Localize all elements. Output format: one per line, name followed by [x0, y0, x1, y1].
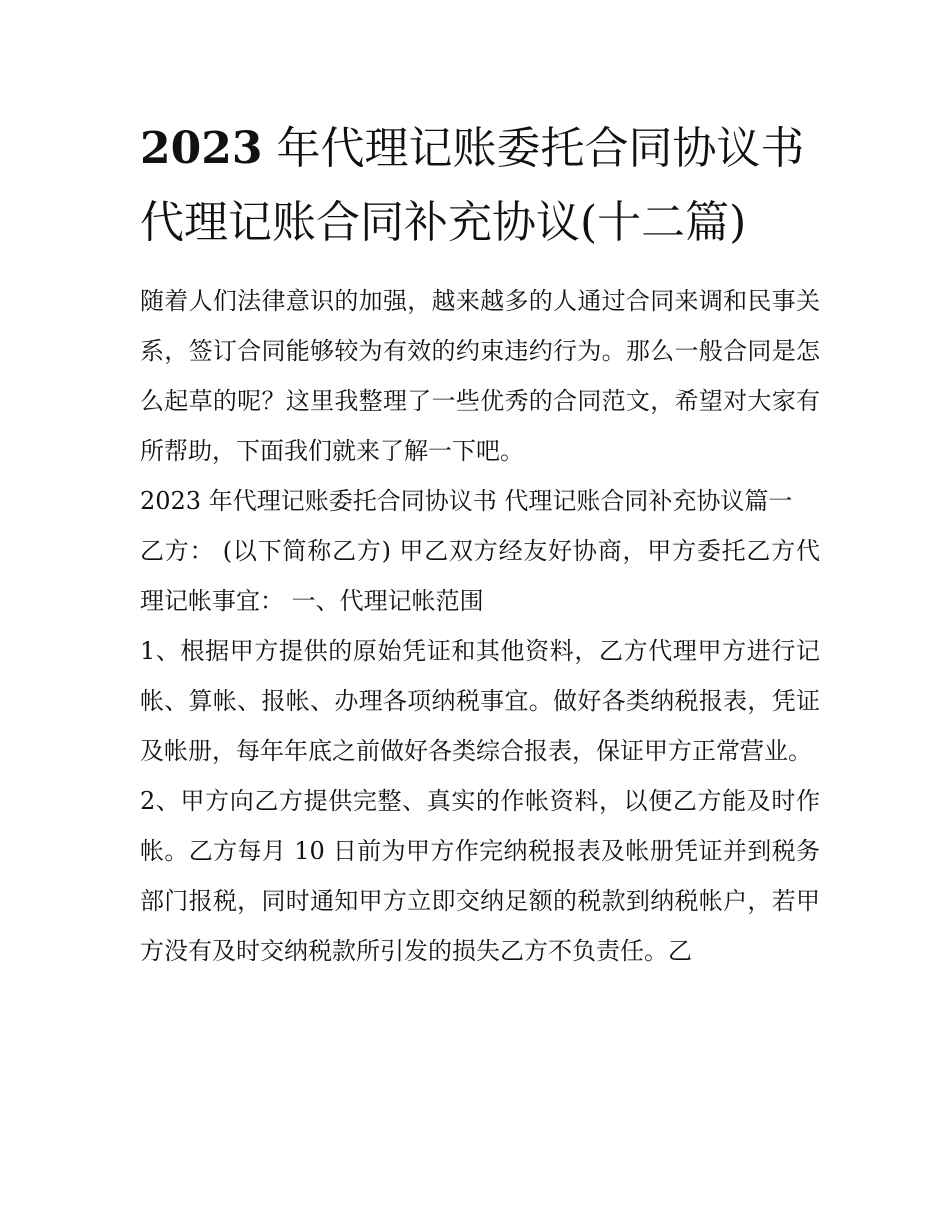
section-heading: 2023 年代理记账委托合同协议书 代理记账合同补充协议篇一 [140, 487, 793, 515]
clause-1-paragraph: 1、根据甲方提供的原始凭证和其他资料，乙方代理甲方进行记帐、算帐、报帐、办理各项纳税事宜。做好各类纳税报表，凭证及帐册，每年年底之前做好各类综合报表，保证甲方正常营业。 [140, 637, 820, 765]
party-paragraph: 乙方： (以下简称乙方) 甲乙双方经友好协商，甲方委托乙方代理记帐事宜： 一、代理记帐范围 [140, 537, 820, 615]
clause-2-paragraph: 2、甲方向乙方提供完整、真实的作帐资料，以便乙方能及时作帐。乙方每月 10 日前为甲方作完纳税报表及帐册凭证并到税务部门报税，同时通知甲方立即交纳足额的税款到纳税帐户，若甲方没有及时交纳税款所引发的损失乙方不负责任。乙 [140, 787, 820, 965]
title-year: 2023 [140, 123, 263, 174]
intro-paragraph: 随着人们法律意识的加强，越来越多的人通过合同来调和民事关系，签订合同能够较为有效的约束违约行为。那么一般合同是怎么起草的呢？这里我整理了一些优秀的合同范文，希望对大家有所帮助，下面我们就来了解一下吧。 [140, 287, 820, 465]
document-body [140, 276, 820, 976]
document-page [140, 112, 820, 976]
title-text: 年代理记账委托合同协议书 代理记账合同补充协议(十二篇) [140, 123, 805, 248]
document-title [140, 112, 820, 260]
